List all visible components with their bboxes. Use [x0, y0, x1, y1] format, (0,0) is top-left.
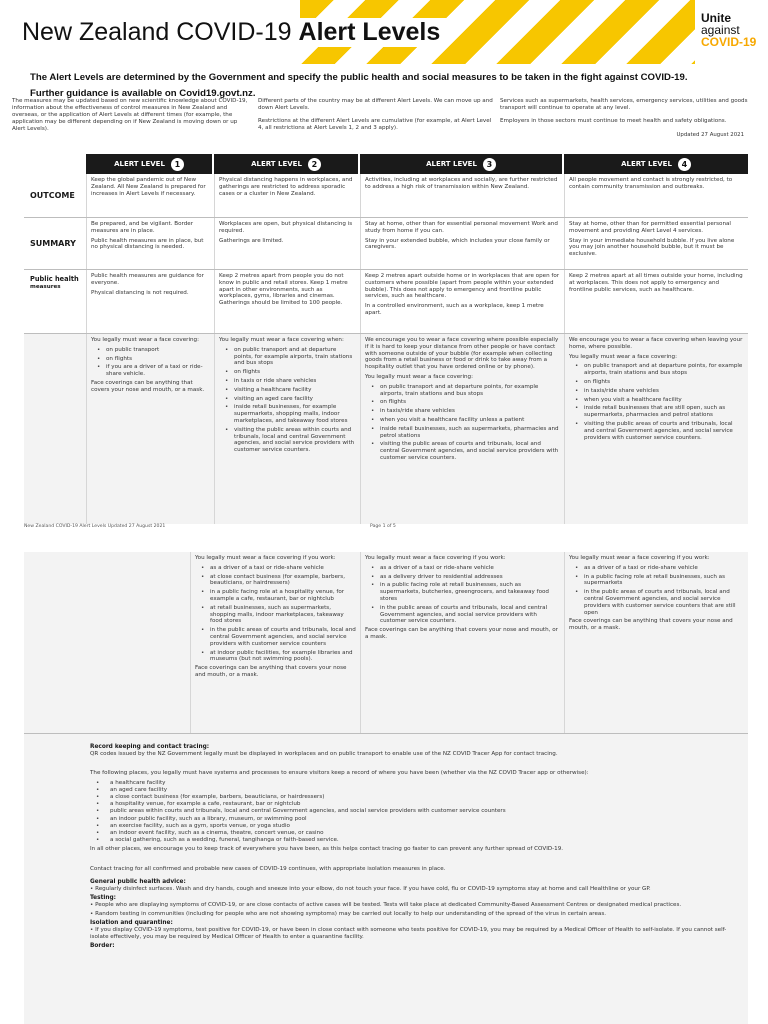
cell-summary-2: Workplaces are open, but physical distancing is required. Gatherings are limited.	[214, 218, 360, 269]
list-item: • as a delivery driver to residential addresses	[371, 574, 560, 581]
list-item: • at indoor public facilities, for example libraries and museums (but not swimming pools).	[201, 650, 356, 664]
list-item: • in a public facing role at a hospitality venue, for example a cafe, restaurant, bar or nightclub	[201, 589, 356, 603]
list-item: • inside retail businesses, such as supermarkets, pharmacies and petrol stations	[371, 426, 560, 440]
list-item: • an exercise facility, such as a gym, sports venue, or yoga studio	[96, 823, 734, 830]
list-item: • inside retail businesses, for example supermarkets, shopping malls, indoor marketplaces, and takeaway food stores	[225, 404, 356, 424]
cell-work-3: You legally must wear a face covering if you work: • as a driver of a taxi or ride-share vehicle • as a delivery driver to residential addresses • in a public facing role at retail businesses, such as supermarkets, butcheries, greengrocers, and takeaway food stores • in the public areas of courts and tribunals, local and central Government agencies, and social service providers with customer service counters. Face coverings can be anything that covers your nose and mouth, or a mask.	[360, 552, 564, 733]
cell-outcome-1: Keep the global pandemic out of New Zealand. All New Zealand is prepared for increases in Alert Levels if necessary.	[86, 174, 214, 217]
header-level-3: ALERT LEVEL 3	[360, 154, 562, 174]
list-item: • a close contact business (for example, barbers, beauticians, or hairdressers)	[96, 794, 734, 801]
cell-face-2: You legally must wear a face covering when: • on public transport and at departure points, for example airports, train stations and bus stops • on flights • in taxis or ride share vehicles • visiting a healthcare facility • visiting an aged care facility • inside retail businesses, for example supermarkets, shopping malls, indoor marketplaces, and takeaway food stores • visiting the public areas within courts and tribunals, local and central Government agencies, and social service providers with customer service counters.	[214, 334, 360, 524]
intro-lead: The Alert Levels are determined by the Government and specify the public health and social measures to be taken in the fight against COVID-19. Further guidance is available on Covid19.govt.nz.	[30, 72, 688, 99]
row-label-outcome: OUTCOME	[30, 191, 75, 200]
list-item: • a hospitality venue, for example a cafe, restaurant, bar or nightclub	[96, 801, 734, 808]
list-item: • visiting an aged care facility	[225, 396, 356, 403]
list-item: • in the public areas of courts and tribunals, local and central Government agencies, and social service providers with customer service counters	[201, 627, 356, 647]
list-item: • a social gathering, such as a wedding, funeral, tangihanga or faith-based service.	[96, 837, 734, 844]
general-advice-section: Record keeping and contact tracing: QR codes issued by the NZ Government legally must be displayed in workplaces and on public transport to enable use of the NZ COVID Tracer App for contact tracing. The following places, you legally must have systems and processes to ensure visitors keep a record of where you have been (whether via the NZ COVID Tracer app or otherwise): • a healthcare facility • an aged care facility • a close contact business (for example, barbers, beauticians, or hairdressers) • a hospitality venue, for example a cafe, restaurant, bar or nightclub • public areas within courts and tribunals, local and central Government agencies, and social service providers with customer service counters • an indoor public facility, such as a library, museum, or swimming pool • an exercise facility, such as a gym, sports venue, or yoga studio • an indoor event facility, such as a cinema, theatre, concert venue, or casino • a social gathering, such as a wedding, funeral, tangihanga or faith-based service. In all other places, we encourage you to keep track of everywhere you have been, as this helps contact tracing go faster to can prevent any further spread of COVID-19. Contact tracing for all confirmed and probable new cases of COVID-19 continues, with appropriate isolation measures in place. General public health advice: • Regularly disinfect surfaces. Wash and dry hands, cough and sneeze into your elbow, do not touch your face. If you have cold, flu or COVID-19 symptoms stay at home and call Healthline or your GP. Testing: • People who are displaying symptoms of COVID-19, or are close contacts of active cases will be tested. Tests will take place at dedicated Community-Based Assessment Centres or designated medical practices. • Random testing in communities (including for people who are not showing symptoms) may be carried out locally to help our understanding of the spread of the virus in certain areas. Isolation and quarantine: • If you display COVID-19 symptoms, test positive for COVID-19, or have been in close contact with someone who tests positive for COVID-19, you may be required by a Medical Officer of Health to self-isolate. If you cannot self-isolate effectively, you may be required by Medical Officer of Health to enter a quarantine facility. Border:	[24, 734, 748, 1024]
cell-summary-1: Be prepared, and be vigilant. Border measures are in place. Public health measures are in place, but no physical distancing is needed.	[86, 218, 214, 269]
list-item: • in a public facing role at retail businesses, such as supermarkets, butcheries, greengrocers, and takeaway food stores	[371, 582, 560, 602]
cell-public-health-4: Keep 2 metres apart at all times outside your home, including at workplaces. This does not apply to emergency and frontline public services, such as healthcare.	[564, 270, 748, 333]
list-item: • as a driver of a taxi or ride-share vehicle	[201, 565, 356, 572]
header	[0, 0, 768, 64]
cell-public-health-2: Keep 2 metres apart from people you do not know in public and retail stores. Keep 1 metre apart in other environments, such as workplaces, gyms, libraries and cinemas. Gatherings should be limited to 100 people.	[214, 270, 360, 333]
record-keeping-heading: Record keeping and contact tracing:	[90, 744, 210, 750]
intro-column-1: The measures may be updated based on new scientific knowledge about COVID-19, information about the effectiveness of control measures in New Zealand and overseas, or the application of Alert Levels at different times (for example, the application may be different depending on if New Zealand is moving down or up Alert Levels).	[12, 98, 248, 132]
row-label-public-health: Public health measures	[30, 275, 79, 290]
general-advice-heading: General public health advice:	[90, 878, 186, 885]
alert-levels-table	[24, 154, 748, 524]
record-places-list	[96, 780, 734, 845]
list-item: • in the public areas of courts and tribunals, local and central Government agencies, and social service providers with customer service counters that are still open	[575, 589, 744, 616]
list-item: • in taxis or ride share vehicles	[225, 378, 356, 385]
cell-face-1: You legally must wear a face covering: • on public transport • on flights • if you are a driver of a taxi or ride-share vehicle. Face coverings can be anything that covers your nose and mouth, or a mask.	[86, 334, 214, 524]
intro-column-3: Services such as supermarkets, health services, emergency services, utilities and goods transport will continue to operate at any level. Employers in those sectors must continue to meet health and safety obligations.	[500, 98, 748, 124]
list-item: • visiting the public areas of courts and tribunals, local and central Government agencies, and social service providers with customer service counters.	[575, 421, 744, 441]
cell-outcome-3: Activities, including at workplaces and socially, are further restricted to address a high risk of transmission within New Zealand.	[360, 174, 564, 217]
face-list-4	[575, 363, 744, 441]
row-public-health	[24, 270, 748, 334]
list-item: • as a driver of a taxi or ride-share vehicle	[371, 565, 560, 572]
list-item: • in taxis/ride share vehicles	[371, 408, 560, 415]
list-item: • at close contact business (for example, barbers, beauticians, or hairdressers)	[201, 574, 356, 588]
cell-outcome-4: All people movement and contact is strongly restricted, to contain community transmission and outbreaks.	[564, 174, 748, 217]
list-item: • at retail businesses, such as supermarkets, shopping malls, indoor marketplaces, takeaway food stores	[201, 605, 356, 625]
updated-date: Updated 27 August 2021	[676, 132, 744, 138]
list-item: • visiting the public areas of courts and tribunals, local and central Government agencies, and social service providers with customer service counters.	[371, 441, 560, 461]
cell-summary-4: Stay at home, other than for permitted essential personal movement and providing Alert Level 4 services. Stay in your immediate household bubble. If you live alone you may join another household bubble, but it must be exclusive.	[564, 218, 748, 269]
list-item: • when you visit a healthcare facility	[575, 397, 744, 404]
row-label-summary: SUMMARY	[30, 239, 76, 248]
header-level-4: ALERT LEVEL 4	[564, 154, 748, 174]
list-item: • on flights	[371, 399, 560, 406]
list-item: • public areas within courts and tribunals, local and central Government agencies, and social service providers with customer service counters	[96, 808, 734, 815]
cell-face-4: We encourage you to wear a face covering when leaving your home, where possible. You legally must wear a face covering: • on public transport and at departure points, for example airports, train stations and bus stops • on flights • in taxis/ride share vehicles • when you visit a healthcare facility • inside retail businesses that are still open, such as supermarkets, pharmacies and petrol stations • visiting the public areas of courts and tribunals, local and central Government agencies, and social service providers with customer service counters.	[564, 334, 748, 524]
page-title: New Zealand COVID-19 Alert Levels	[22, 18, 446, 47]
face-list-1	[97, 347, 210, 378]
list-item: • in a public facing role at retail businesses, such as supermarkets	[575, 574, 744, 588]
list-item: • visiting a healthcare facility	[225, 387, 356, 394]
list-item: • in taxis/ride share vehicles	[575, 388, 744, 395]
list-item: • in the public areas of courts and tribunals, local and central Government agencies, and social service providers with customer service counters.	[371, 605, 560, 625]
row-summary	[24, 218, 748, 270]
list-item: • on flights	[97, 356, 210, 363]
row-face-coverings	[24, 334, 748, 524]
face-list-2	[225, 347, 356, 454]
cell-outcome-2: Physical distancing happens in workplaces, and gatherings are restricted to address sporadic cases or a cluster in New Zealand.	[214, 174, 360, 217]
list-item: • a healthcare facility	[96, 780, 734, 787]
cell-summary-3: Stay at home, other than for essential personal movement Work and study from home if you can. Stay in your extended bubble, which includes your close family or caregivers.	[360, 218, 564, 269]
row-outcome	[24, 174, 748, 218]
list-item: • when you visit a healthcare facility unless a patient	[371, 417, 560, 424]
list-item: • inside retail businesses that are still open, such as supermarkets, pharmacies and petrol stations	[575, 405, 744, 419]
face-coverings-continued	[24, 552, 748, 734]
face-list-3	[371, 384, 560, 462]
testing-heading: Testing:	[90, 895, 116, 902]
intro-column-2: Different parts of the country may be at different Alert Levels. We can move up and down Alert Levels. Restrictions at the different Alert Levels are cumulative (for example, at Alert Level 4, all restrictions at Alert Levels 1, 2 and 3 apply).	[258, 98, 493, 131]
cell-public-health-3: Keep 2 metres apart outside home or in workplaces that are open for customers where possible (apart from people within your extended bubble). This does not apply to emergency and frontline public services, such as healthcare. In a controlled environment, such as a workplace, keep 1 metre apart.	[360, 270, 564, 333]
cell-work-2: You legally must wear a face covering if you work: • as a driver of a taxi or ride-share vehicle • at close contact business (for example, barbers, beauticians, or hairdressers) • in a public facing role at a hospitality venue, for example a cafe, restaurant, bar or nightclub • at retail businesses, such as supermarkets, shopping malls, indoor marketplaces, takeaway food stores • in the public areas of courts and tribunals, local and central Government agencies, and social service providers with customer service counters • at indoor public facilities, for example libraries and museums (but not swimming pools). Face coverings can be anything that covers your nose and mouth, or a mask.	[190, 552, 360, 733]
list-item: • an aged care facility	[96, 787, 734, 794]
list-item: • on public transport and at departure points, for example airports, train stations and bus stops	[371, 384, 560, 398]
header-level-1: ALERT LEVEL 1	[86, 154, 212, 174]
list-item: • visiting the public areas within courts and tribunals, local and central Government agencies, and social service providers with customer service counters.	[225, 427, 356, 454]
list-item: • if you are a driver of a taxi or ride-share vehicle.	[97, 364, 210, 378]
isolation-heading: Isolation and quarantine:	[90, 919, 173, 926]
list-item: • as a driver of a taxi or ride-share vehicle	[575, 565, 744, 572]
list-item: • an indoor public facility, such as a library, museum, or swimming pool	[96, 816, 734, 823]
list-item: • on public transport and at departure points, for example airports, train stations and bus stops	[575, 363, 744, 377]
list-item: • on public transport	[97, 347, 210, 354]
header-level-2: ALERT LEVEL 2	[214, 154, 358, 174]
unite-against-covid-logo: Unite against COVID-19	[695, 0, 768, 64]
list-item: • on flights	[225, 369, 356, 376]
list-item: • an indoor event facility, such as a cinema, theatre, concert venue, or casino	[96, 830, 734, 837]
list-item: • on flights	[575, 379, 744, 386]
cell-work-4: You legally must wear a face covering if you work: • as a driver of a taxi or ride-share vehicle • in a public facing role at retail businesses, such as supermarkets • in the public areas of courts and tribunals, local and central Government agencies, and social service providers with customer service counters that are still open Face coverings can be anything that covers your nose and mouth, or a mask.	[564, 552, 748, 733]
border-heading: Border:	[90, 943, 115, 950]
list-item: • on public transport and at departure points, for example airports, train stations and bus stops	[225, 347, 356, 367]
cell-face-3: We encourage you to wear a face covering where possible especially if it is hard to keep your distance from other people or have contact with someone outside of your bubble (for example when collecting goods from a retail business or food or drink to take away from a hospitality outlet that you have ordered online or by phone). You legally must wear a face covering: • on public transport and at departure points, for example airports, train stations and bus stops • on flights • in taxis/ride share vehicles • when you visit a healthcare facility unless a patient • inside retail businesses, such as supermarkets, pharmacies and petrol stations • visiting the public areas of courts and tribunals, local and central Government agencies, and social service providers with customer service counters.	[360, 334, 564, 524]
cell-public-health-1: Public health measures are guidance for everyone. Physical distancing is not required.	[86, 270, 214, 333]
